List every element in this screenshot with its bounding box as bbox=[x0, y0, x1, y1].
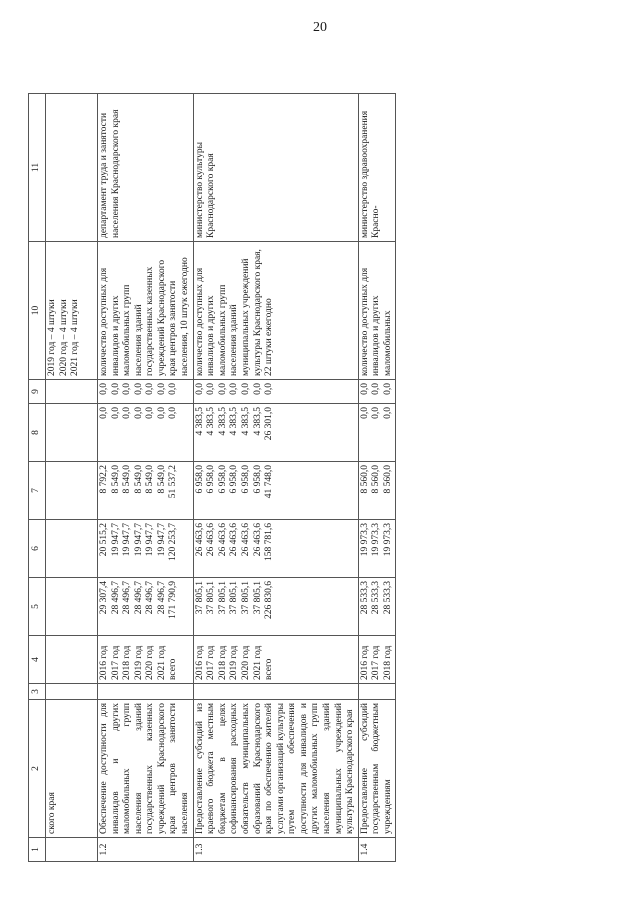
header-row bbox=[29, 94, 46, 862]
federal-amount: 26 463,6 26 463,6 26 463,6 26 463,6 26 463,6 26 463,6 158 781,6 bbox=[193, 520, 358, 578]
row-number: 1.2 bbox=[98, 838, 194, 862]
continuation-text: ского края bbox=[46, 700, 98, 838]
responsible-executor: министерство здравоохранения Красно- bbox=[358, 94, 396, 242]
row-number: 1.3 bbox=[193, 838, 358, 862]
table-row bbox=[193, 94, 358, 862]
table-row bbox=[358, 94, 396, 862]
rotated-table-wrapper bbox=[28, 94, 556, 862]
activity-name: Предоставление субсидий из краевого бюджета местным бюджетам в целях софинансирования расходных обязательств муниципальных образований Краснодарского края по обеспечению жителей услугами организаций культуры путем обеспечения доступности для инвалидов и других маломобильных групп населения зданий муниципальных учреждений культуры Краснодарского края bbox=[193, 700, 358, 838]
col-header: 9 bbox=[29, 380, 46, 404]
regional-amount: 8 792,2 8 549,0 8 549,0 8 549,0 8 549,0 8 549,0 51 537,2 bbox=[98, 462, 194, 520]
table-row bbox=[98, 94, 194, 862]
expected-result: количество доступных для инвалидов и других маломобильных групп населения зданий муниципальных учреждений культуры Краснодарского края, 22 штуки ежегодно bbox=[193, 242, 358, 380]
other-amount: 0,0 0,0 0,0 0,0 0,0 0,0 0,0 bbox=[193, 380, 358, 404]
program-activities-table bbox=[28, 93, 396, 862]
col-header: 10 bbox=[29, 242, 46, 380]
col-header: 11 bbox=[29, 94, 46, 242]
total-amount: 28 533,3 28 533,3 28 533,3 bbox=[358, 578, 396, 636]
expected-result: количество доступных для инвалидов и других маломобильных bbox=[358, 242, 396, 380]
col-header: 3 bbox=[29, 684, 46, 700]
federal-amount: 19 973,3 19 973,3 19 973,3 bbox=[358, 520, 396, 578]
col-header: 8 bbox=[29, 404, 46, 462]
regional-amount: 8 560,0 8 560,0 8 560,0 bbox=[358, 462, 396, 520]
continuation-result: 2019 год – 4 штуки 2020 год – 4 штуки 2021 год – 4 штуки bbox=[46, 242, 98, 380]
regional-amount: 6 958,0 6 958,0 6 958,0 6 958,0 6 958,0 6 958,0 41 748,0 bbox=[193, 462, 358, 520]
other-amount: 0,0 0,0 0,0 bbox=[358, 380, 396, 404]
col-header: 1 bbox=[29, 838, 46, 862]
other-amount: 0,0 0,0 0,0 0,0 0,0 0,0 0,0 bbox=[98, 380, 194, 404]
col-header: 4 bbox=[29, 636, 46, 684]
years-list: 2016 год 2017 год 2018 год bbox=[358, 636, 396, 684]
local-amount: 0,0 0,0 0,0 0,0 0,0 0,0 0,0 bbox=[98, 404, 194, 462]
local-amount: 0,0 0,0 0,0 bbox=[358, 404, 396, 462]
page-number: 20 bbox=[313, 20, 327, 35]
activity-name: Обеспечение доступности для инвалидов и других маломобильных групп населения зданий государственных казенных учреждений Краснодарского края центров занятости населения bbox=[98, 700, 194, 838]
responsible-executor: министерство культуры Краснодарского края bbox=[193, 94, 358, 242]
responsible-executor: департамент труда и занятости населения Краснодарского края bbox=[98, 94, 194, 242]
years-list: 2016 год 2017 год 2018 год 2019 год 2020 год 2021 год всего bbox=[193, 636, 358, 684]
activity-name: Предоставление субсидий государственным бюджетным учреждениям bbox=[358, 700, 396, 838]
federal-amount: 20 515,2 19 947,7 19 947,7 19 947,7 19 947,7 19 947,7 120 253,7 bbox=[98, 520, 194, 578]
col-header: 5 bbox=[29, 578, 46, 636]
row-number: 1.4 bbox=[358, 838, 396, 862]
col-header: 2 bbox=[29, 700, 46, 838]
years-list: 2016 год 2017 год 2018 год 2019 год 2020 год 2021 год всего bbox=[98, 636, 194, 684]
expected-result: количество доступных для инвалидов и других маломобильных групп населения зданий государственных казенных учреждений Краснодарского края центров занятости населения, 10 штук ежегодно bbox=[98, 242, 194, 380]
col-header: 6 bbox=[29, 520, 46, 578]
total-amount: 29 307,4 28 496,7 28 496,7 28 496,7 28 496,7 28 496,7 171 790,9 bbox=[98, 578, 194, 636]
total-amount: 37 805,1 37 805,1 37 805,1 37 805,1 37 805,1 37 805,1 226 830,6 bbox=[193, 578, 358, 636]
col-header: 7 bbox=[29, 462, 46, 520]
continuation-row bbox=[46, 94, 98, 862]
local-amount: 4 383,5 4 383,5 4 383,5 4 383,5 4 383,5 4 383,5 26 301,0 bbox=[193, 404, 358, 462]
